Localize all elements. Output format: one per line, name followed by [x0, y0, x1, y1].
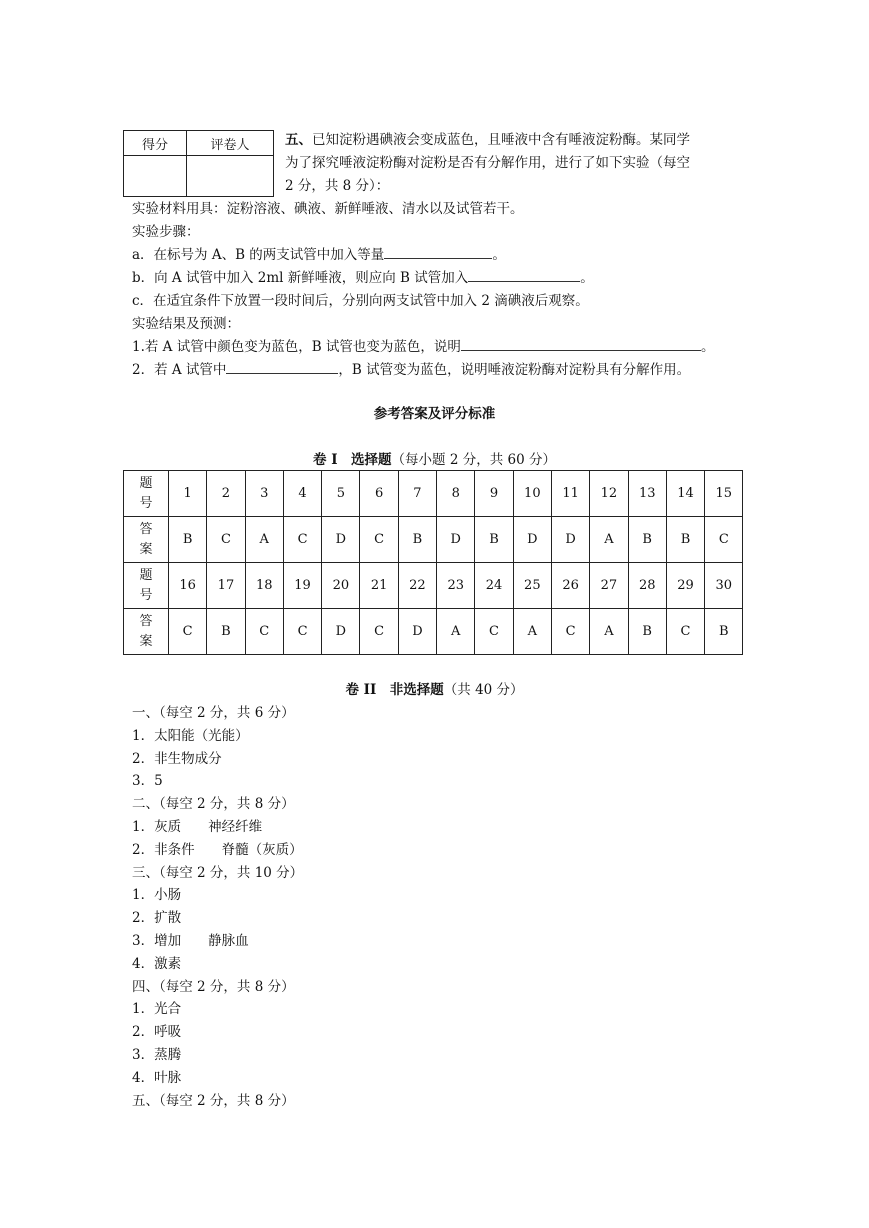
- question-number-cell: 21: [360, 563, 398, 609]
- answer-cell: B: [207, 609, 245, 655]
- answer-line: 2．非生物成分: [132, 750, 222, 767]
- answer-line: 3．蒸腾: [132, 1047, 182, 1063]
- answer-line: 二、（每空 2 分，共 8 分）: [132, 796, 295, 813]
- question-number-cell: 26: [551, 563, 589, 609]
- answer-cell: B: [398, 517, 436, 563]
- score-cell: [124, 156, 187, 197]
- answer-blank[interactable]: [461, 337, 701, 351]
- question-number-cell: 25: [513, 563, 551, 609]
- answer-line: 1．太阳能（光能）: [132, 727, 249, 744]
- score-table: [123, 130, 274, 197]
- question-number-cell: 2: [207, 471, 245, 517]
- answer-line: 1．光合: [132, 1001, 182, 1018]
- question-number-cell: 14: [666, 471, 704, 517]
- question-header: 题 号: [124, 471, 169, 517]
- answer-line: 四、（每空 2 分，共 8 分）: [132, 978, 295, 995]
- answer-cell: C: [207, 517, 245, 563]
- question-number-cell: 8: [437, 471, 475, 517]
- answer-cell: B: [169, 517, 207, 563]
- step-b: b．向 A 试管中加入 2ml 新鲜唾液，则应向 B 试管加入 。: [132, 270, 594, 286]
- question-number-cell: 20: [322, 563, 360, 609]
- answer-line: 2．非条件 脊髓（灰质）: [132, 841, 303, 858]
- grader-header: 评卷人: [187, 131, 274, 156]
- answer-cell: D: [513, 517, 551, 563]
- answer-cell: D: [398, 609, 436, 655]
- q5-line2: 为了探究唾液淀粉酶对淀粉是否有分解作用，进行了如下实验（每空: [285, 155, 690, 171]
- answer-cell: C: [475, 609, 513, 655]
- answer-line: 五、（每空 2 分，共 8 分）: [132, 1092, 295, 1109]
- question-number-cell: 9: [475, 471, 513, 517]
- answer-cell: B: [628, 517, 666, 563]
- answer-line: 一、（每空 2 分，共 6 分）: [132, 705, 295, 721]
- answer-blank[interactable]: [468, 268, 580, 282]
- answer-cell: B: [666, 517, 704, 563]
- question-number-cell: 30: [705, 563, 743, 609]
- question-number-cell: 12: [590, 471, 628, 517]
- answer-cell: A: [437, 609, 475, 655]
- answer-cell: A: [590, 609, 628, 655]
- answer-cell: B: [628, 609, 666, 655]
- question-number-cell: 18: [245, 563, 283, 609]
- results-label: 实验结果及预测：: [132, 316, 240, 332]
- answer-cell: A: [590, 517, 628, 563]
- answer-cell: C: [283, 517, 321, 563]
- question-number-cell: 7: [398, 471, 436, 517]
- answer-line: 2．扩散: [132, 910, 182, 927]
- question-number-cell: 16: [169, 563, 207, 609]
- table-row: [124, 563, 743, 609]
- answer-cell: B: [475, 517, 513, 563]
- answer-line: 4．叶脉: [132, 1069, 182, 1086]
- answer-header: 答 案: [124, 609, 169, 655]
- result-1: 1.若 A 试管中颜色变为蓝色，B 试管也变为蓝色，说明 。: [132, 339, 715, 355]
- question-number-cell: 3: [245, 471, 283, 517]
- table-row: [124, 517, 743, 563]
- answer-table: [123, 470, 743, 655]
- materials-text: 实验材料用具：淀粉溶液、碘液、新鲜唾液、清水以及试管若干。: [132, 201, 524, 217]
- answer-line: 4．激素: [132, 955, 182, 972]
- answer-cell: A: [245, 517, 283, 563]
- answer-line: 1．小肠: [132, 887, 182, 904]
- question-number-cell: 23: [437, 563, 475, 609]
- question-number-cell: 24: [475, 563, 513, 609]
- answer-line: 2．呼吸: [132, 1024, 182, 1041]
- answer-blank[interactable]: [384, 245, 492, 259]
- answer-cell: C: [705, 517, 743, 563]
- question-header: 题 号: [124, 563, 169, 609]
- answer-header: 答 案: [124, 517, 169, 563]
- question-number-cell: 6: [360, 471, 398, 517]
- question-number-cell: 13: [628, 471, 666, 517]
- q5-line1: 五、已知淀粉遇碘液会变成蓝色，且唾液中含有唾液淀粉酶。某同学: [285, 132, 690, 148]
- answer-cell: D: [551, 517, 589, 563]
- answer-cell: C: [360, 609, 398, 655]
- q5-line3: 2 分，共 8 分）：: [285, 178, 390, 194]
- answer-cell: C: [666, 609, 704, 655]
- score-header: 得分: [124, 131, 187, 156]
- question-number-cell: 28: [628, 563, 666, 609]
- answer-cell: D: [437, 517, 475, 563]
- answers-title: 参考答案及评分标准: [373, 406, 496, 422]
- question-number-cell: 10: [513, 471, 551, 517]
- answer-line: 三、（每空 2 分，共 10 分）: [132, 864, 304, 881]
- grader-cell: [187, 156, 274, 197]
- answer-cell: C: [245, 609, 283, 655]
- answer-line: 3．增加 静脉血: [132, 933, 249, 949]
- question-number-cell: 4: [283, 471, 321, 517]
- question-number-cell: 11: [551, 471, 589, 517]
- question-number-cell: 1: [169, 471, 207, 517]
- question-number-cell: 17: [207, 563, 245, 609]
- answer-cell: C: [551, 609, 589, 655]
- question-number-cell: 29: [666, 563, 704, 609]
- answer-cell: D: [322, 609, 360, 655]
- part1-title: 卷 I 选择题（每小题 2 分，共 60 分）: [313, 452, 556, 468]
- answer-cell: A: [513, 609, 551, 655]
- question-number-cell: 22: [398, 563, 436, 609]
- part2-title: 卷 II 非选择题（共 40 分）: [345, 682, 524, 698]
- steps-label: 实验步骤：: [132, 224, 200, 240]
- table-row: [124, 609, 743, 655]
- answer-line: 3．5: [132, 773, 163, 790]
- answer-cell: C: [169, 609, 207, 655]
- question-number-cell: 27: [590, 563, 628, 609]
- answer-cell: C: [283, 609, 321, 655]
- question-number-cell: 5: [322, 471, 360, 517]
- step-a: a．在标号为 A、B 的两支试管中加入等量 。: [132, 247, 506, 263]
- answer-line: 1．灰质 神经纤维: [132, 819, 263, 835]
- answer-cell: C: [360, 517, 398, 563]
- q5-number: 五、: [285, 132, 312, 148]
- answer-blank[interactable]: [226, 360, 338, 374]
- question-number-cell: 19: [283, 563, 321, 609]
- step-c: c．在适宜条件下放置一段时间后，分别向两支试管中加入 2 滴碘液后观察。: [132, 293, 589, 309]
- result-2: 2．若 A 试管中 ，B 试管变为蓝色，说明唾液淀粉酶对淀粉具有分解作用。: [132, 362, 691, 378]
- answer-cell: B: [705, 609, 743, 655]
- table-row: [124, 471, 743, 517]
- question-number-cell: 15: [705, 471, 743, 517]
- answer-cell: D: [322, 517, 360, 563]
